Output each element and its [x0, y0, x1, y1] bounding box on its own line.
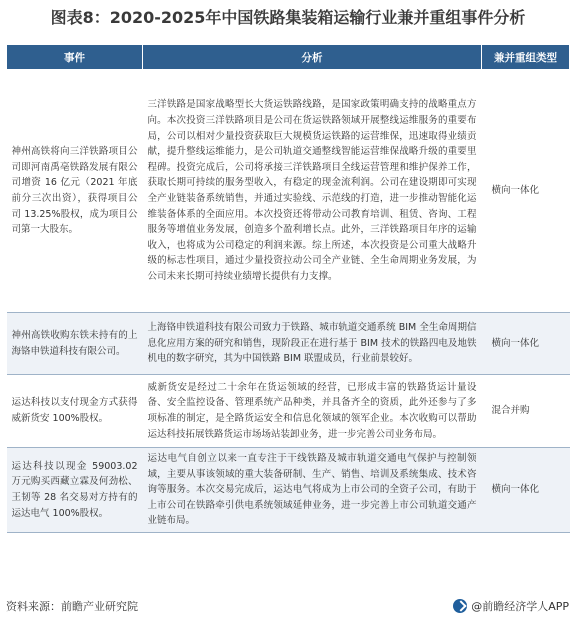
event-cell: 神州高铁收购东铁未持有的上海铬申铁道科技有限公司。	[7, 313, 143, 375]
analysis-cell: 三洋铁路是国家战略型长大货运铁路线路，是国家政策明确支持的战略重点方向。本次投资三洋铁路项目是公司在货运铁路领域开展整线运维服务的重要布局，公司以相对少量投资获取巨大规模货运铁路的运营维保，迅速取得业绩贡献，提升整线运维能力，是公司轨道交通整线智能运营维保战略升级的重要里程碑。投资完成后，公司将承接三洋铁路项目全线运营管理和维护保养工作，获取长期可持续的服务型收入，有稳定的现金流利润。公司在建设期即可实现全产业链装备系统销售，并通过实验线、示范线的打造，进一步推动智能化运维装备体系的全面应用。本次投资还将带动公司教育培训、租赁、咨询、工程服务等增值业务发展，创造多个盈利增长点。此外，三洋铁路项目年序的运输收入，也将成为公司稳定的利润来源。综上所述，本次投资是公司重大战略升级的标志性项目，通过少量投资拉动公司全产业链、全生命周期业务发展，为公司未来长期可持续业绩增长提供有力支撑。	[143, 70, 482, 313]
source-note: 资料来源：前瞻产业研究院	[6, 600, 138, 613]
type-cell: 混合并购	[482, 375, 570, 448]
analysis-cell: 威新货安是经过二十余年在货运领域的经营，已形成丰富的铁路货运计量设备、安全监控设备、管理系统产品种类，并具备齐全的资质，此外还参与了多项标准的制定，是全路货运安全和信息化领域的领军企业。本次收购可以帮助运达科技拓展铁路货运市场场站装卸业务，进一步完善公司业务布局。	[143, 375, 482, 448]
header-type: 兼并重组类型	[482, 45, 570, 70]
brand-credit	[453, 598, 569, 614]
analysis-cell: 上海铬申铁道科技有限公司致力于铁路、城市轨道交通系统 BIM 全生命周期信息化应用方案的研究和销售，现阶段正在进行基于 BIM 技术的铁路四电及地铁机电的数字研究，其为中国铁路 BIM 联盟成员，行业前景较好。	[143, 313, 482, 375]
analysis-cell: 运达电气自创立以来一直专注于干线铁路及城市轨道交通电气保护与控制领域，主要从事该领域的重大装备研制、生产、销售、培训及系统集成、技术咨询等服务。本次交易完成后，运达电气将成为上市公司的全资子公司，有助于上市公司在铁路牵引供电系统领域延伸业务，进一步完善上市公司轨道交通产业链布局。	[143, 448, 482, 533]
type-cell: 横向一体化	[482, 313, 570, 375]
table-row	[7, 375, 570, 448]
type-cell: 横向一体化	[482, 448, 570, 533]
chart-title: 图表8：2020-2025年中国铁路集装箱运输行业兼并重组事件分析	[50, 8, 526, 27]
event-cell: 神州高铁将向三洋铁路项目公司即河南禹亳铁路发展有限公司增资 16 亿元（2021 年底前分三次出资），获得项目公司 13.25%股权，成为项目公司第一大股东。	[7, 70, 143, 313]
header-event: 事件	[7, 45, 143, 70]
footer	[6, 596, 569, 616]
table-row	[7, 70, 570, 313]
table-row	[7, 313, 570, 375]
event-cell: 运达科技以支付现金方式获得威新货安 100%股权。	[7, 375, 143, 448]
mergers-table	[6, 44, 570, 533]
table-header-row	[7, 45, 570, 70]
qianzhan-logo-icon	[453, 599, 467, 613]
type-cell: 横向一体化	[482, 70, 570, 313]
event-cell: 运达科技以现金 59003.02 万元购买西藏立霖及何劲松、王韧等 28 名交易对方持有的运达电气 100%股权。	[7, 448, 143, 533]
table-row	[7, 448, 570, 533]
brand-text: @前瞻经济学人APP	[471, 600, 569, 613]
header-analysis: 分析	[143, 45, 482, 70]
